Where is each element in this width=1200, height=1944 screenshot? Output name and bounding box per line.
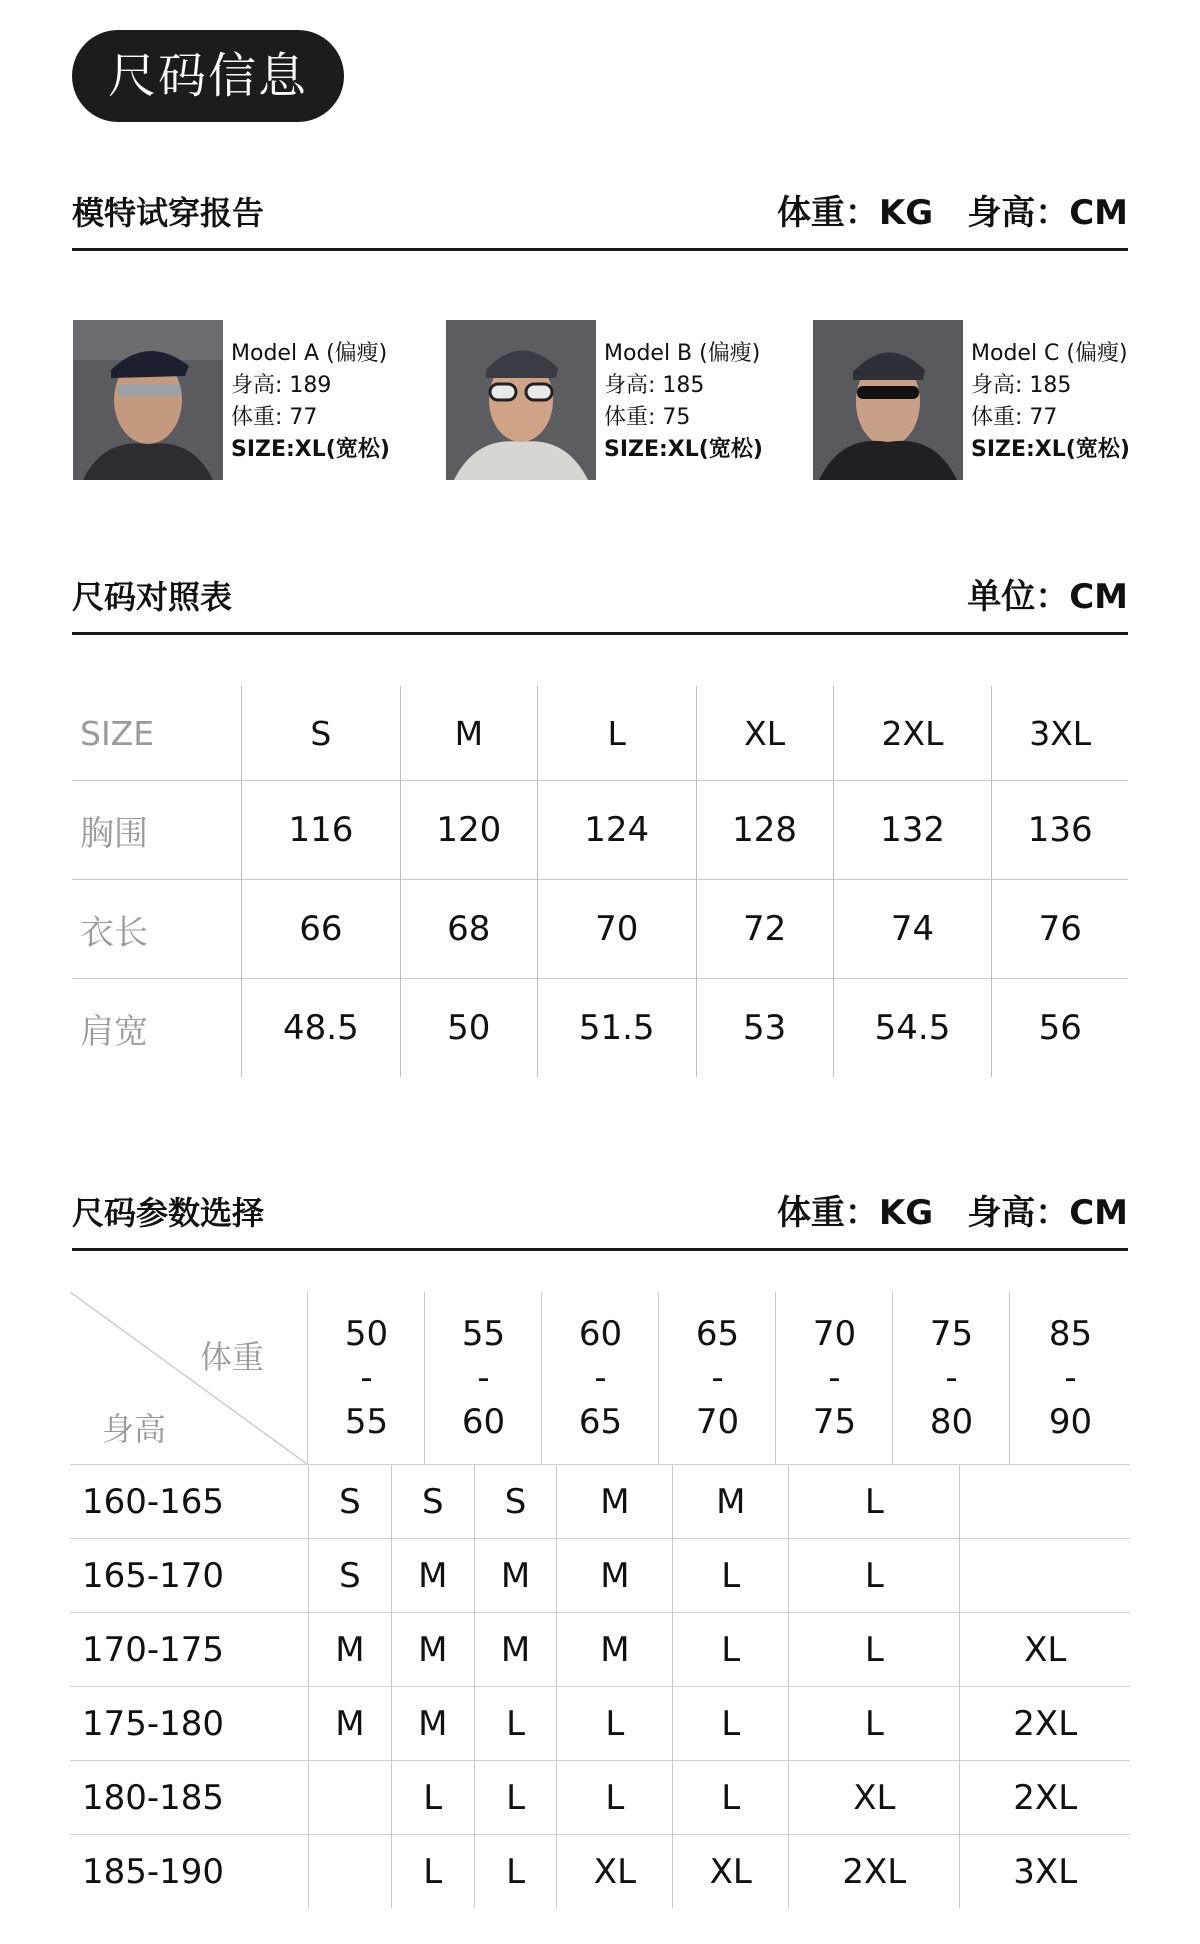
model-photo bbox=[446, 320, 596, 480]
table-cell: XL bbox=[557, 1835, 673, 1909]
model-height: 身高: 185 bbox=[604, 373, 705, 398]
size-selector-table bbox=[70, 1464, 1130, 1908]
table-cell: S bbox=[391, 1465, 474, 1539]
table-cell: M bbox=[391, 1539, 474, 1613]
fit-report-heading: 模特试穿报告 bbox=[72, 194, 265, 232]
table-cell: L bbox=[474, 1835, 557, 1909]
table-cell: 128 bbox=[696, 781, 833, 880]
table-cell: S bbox=[309, 1539, 392, 1613]
height-unit: 身高：CM bbox=[967, 1193, 1128, 1233]
unit-labels bbox=[777, 1185, 1128, 1234]
header-cell: 3XL bbox=[992, 686, 1128, 781]
weight-range-cell bbox=[1009, 1292, 1131, 1464]
range-end: 55 bbox=[344, 1402, 389, 1442]
range-end: 70 bbox=[695, 1402, 740, 1442]
model-size: SIZE:XL(宽松) bbox=[231, 437, 390, 462]
table-cell: L bbox=[673, 1761, 789, 1835]
table-cell: L bbox=[789, 1613, 960, 1687]
model-name: Model C (偏瘦) bbox=[971, 341, 1128, 366]
table-cell: M bbox=[391, 1687, 474, 1761]
unit-label bbox=[967, 569, 1128, 618]
height-range: 170-175 bbox=[70, 1613, 309, 1687]
table-cell bbox=[309, 1835, 392, 1909]
height-axis-label: 身高 bbox=[102, 1410, 167, 1448]
range-start: 70 bbox=[812, 1314, 857, 1354]
weight-unit: 体重：KG bbox=[776, 1193, 934, 1233]
table-row bbox=[72, 880, 1128, 979]
table-cell: 3XL bbox=[960, 1835, 1130, 1909]
range-dash: - bbox=[1064, 1358, 1077, 1398]
range-dash: - bbox=[945, 1358, 958, 1398]
table-cell: L bbox=[789, 1687, 960, 1761]
table-cell: L bbox=[673, 1613, 789, 1687]
table-cell: 120 bbox=[400, 781, 537, 880]
range-dash: - bbox=[828, 1358, 841, 1398]
table-cell: 2XL bbox=[960, 1687, 1130, 1761]
table-cell: 54.5 bbox=[833, 979, 992, 1078]
range-start: 85 bbox=[1048, 1314, 1093, 1354]
model-height: 身高: 185 bbox=[971, 373, 1072, 398]
range-dash: - bbox=[711, 1358, 724, 1398]
model-name: Model B (偏瘦) bbox=[604, 341, 761, 366]
weight-range-cell bbox=[658, 1292, 776, 1464]
table-cell: 56 bbox=[992, 979, 1128, 1078]
height-range: 180-185 bbox=[70, 1761, 309, 1835]
table-row bbox=[70, 1835, 1130, 1909]
table-cell: XL bbox=[789, 1761, 960, 1835]
range-dash: - bbox=[360, 1358, 373, 1398]
table-cell: L bbox=[789, 1539, 960, 1613]
table-cell: M bbox=[673, 1465, 789, 1539]
fit-report-header bbox=[72, 193, 1128, 251]
model-size: SIZE:XL(宽松) bbox=[971, 437, 1130, 462]
unit-labels bbox=[777, 185, 1128, 234]
size-chart-table bbox=[72, 686, 1128, 1077]
table-cell: 2XL bbox=[789, 1835, 960, 1909]
model-height: 身高: 189 bbox=[231, 373, 332, 398]
header-cell: L bbox=[537, 686, 696, 781]
table-cell: XL bbox=[673, 1835, 789, 1909]
table-cell: 74 bbox=[833, 880, 992, 979]
header-cell: M bbox=[400, 686, 537, 781]
range-end: 60 bbox=[461, 1402, 506, 1442]
table-cell bbox=[960, 1465, 1130, 1539]
table-cell: L bbox=[557, 1761, 673, 1835]
table-cell: M bbox=[391, 1613, 474, 1687]
table-cell: M bbox=[309, 1613, 392, 1687]
page-title: 尺码信息 bbox=[72, 30, 344, 122]
table-cell: 50 bbox=[400, 979, 537, 1078]
table-cell: XL bbox=[960, 1613, 1130, 1687]
size-selector-header bbox=[72, 1193, 1128, 1251]
table-row bbox=[70, 1687, 1130, 1761]
model-info bbox=[604, 338, 763, 466]
table-cell: 2XL bbox=[960, 1761, 1130, 1835]
range-start: 60 bbox=[578, 1314, 623, 1354]
header-cell: XL bbox=[696, 686, 833, 781]
table-cell: M bbox=[309, 1687, 392, 1761]
table-cell: M bbox=[474, 1613, 557, 1687]
range-end: 80 bbox=[929, 1402, 974, 1442]
table-row bbox=[72, 781, 1128, 880]
size-chart-header bbox=[72, 577, 1128, 635]
range-start: 50 bbox=[344, 1314, 389, 1354]
row-label: 胸围 bbox=[72, 781, 242, 880]
size-chart-heading: 尺码对照表 bbox=[72, 578, 233, 616]
table-row bbox=[70, 1465, 1130, 1539]
height-range: 185-190 bbox=[70, 1835, 309, 1909]
weight-axis-label: 体重 bbox=[200, 1338, 265, 1376]
table-row bbox=[72, 979, 1128, 1078]
table-cell: L bbox=[557, 1687, 673, 1761]
table-cell: M bbox=[474, 1539, 557, 1613]
table-cell: L bbox=[673, 1539, 789, 1613]
table-cell: 72 bbox=[696, 880, 833, 979]
table-cell: 48.5 bbox=[242, 979, 401, 1078]
header-cell: SIZE bbox=[80, 713, 155, 753]
weight-range-cell bbox=[424, 1292, 542, 1464]
table-row bbox=[70, 1539, 1130, 1613]
range-end: 75 bbox=[812, 1402, 857, 1442]
table-cell: 51.5 bbox=[537, 979, 696, 1078]
model-weight: 体重: 75 bbox=[604, 405, 691, 430]
row-label: 衣长 bbox=[72, 880, 242, 979]
weight-unit: 体重：KG bbox=[776, 193, 934, 233]
height-range: 165-170 bbox=[70, 1539, 309, 1613]
model-weight: 体重: 77 bbox=[231, 405, 318, 430]
table-cell: S bbox=[309, 1465, 392, 1539]
range-end: 65 bbox=[578, 1402, 623, 1442]
corner-cell bbox=[70, 1292, 307, 1464]
table-cell: L bbox=[474, 1687, 557, 1761]
weight-range-cell bbox=[775, 1292, 893, 1464]
range-start: 55 bbox=[461, 1314, 506, 1354]
header-cell: S bbox=[242, 686, 401, 781]
range-dash: - bbox=[594, 1358, 607, 1398]
range-dash: - bbox=[477, 1358, 490, 1398]
table-cell: 124 bbox=[537, 781, 696, 880]
table-cell: 68 bbox=[400, 880, 537, 979]
height-unit: 身高：CM bbox=[967, 193, 1128, 233]
table-cell: L bbox=[789, 1465, 960, 1539]
table-cell: 76 bbox=[992, 880, 1128, 979]
model-info bbox=[231, 338, 390, 466]
table-cell: 70 bbox=[537, 880, 696, 979]
height-range: 175-180 bbox=[70, 1687, 309, 1761]
range-start: 75 bbox=[929, 1314, 974, 1354]
table-cell: M bbox=[557, 1539, 673, 1613]
table-cell: L bbox=[673, 1687, 789, 1761]
row-label: 肩宽 bbox=[72, 979, 242, 1078]
height-range: 160-165 bbox=[70, 1465, 309, 1539]
table-cell: 116 bbox=[242, 781, 401, 880]
table-cell: L bbox=[474, 1761, 557, 1835]
weight-range-cell bbox=[541, 1292, 659, 1464]
model-name: Model A (偏瘦) bbox=[231, 341, 388, 366]
table-row bbox=[70, 1613, 1130, 1687]
model-weight: 体重: 77 bbox=[971, 405, 1058, 430]
table-cell: L bbox=[391, 1835, 474, 1909]
table-cell: M bbox=[557, 1465, 673, 1539]
table-cell: 53 bbox=[696, 979, 833, 1078]
header-cell: 2XL bbox=[833, 686, 992, 781]
weight-range-cell bbox=[892, 1292, 1010, 1464]
table-cell bbox=[960, 1539, 1130, 1613]
size-selector-heading: 尺码参数选择 bbox=[72, 1194, 265, 1232]
range-end: 90 bbox=[1048, 1402, 1093, 1442]
range-start: 65 bbox=[695, 1314, 740, 1354]
table-cell: 132 bbox=[833, 781, 992, 880]
weight-range-cell bbox=[307, 1292, 425, 1464]
table-cell: 66 bbox=[242, 880, 401, 979]
table-header-row bbox=[72, 686, 1128, 781]
model-info bbox=[971, 338, 1130, 466]
table-cell bbox=[309, 1761, 392, 1835]
table-cell: 136 bbox=[992, 781, 1128, 880]
table-cell: S bbox=[474, 1465, 557, 1539]
table-row bbox=[70, 1761, 1130, 1835]
model-photo bbox=[813, 320, 963, 480]
table-cell: M bbox=[557, 1613, 673, 1687]
cm-unit: 单位：CM bbox=[967, 577, 1128, 617]
size-selector-header-row bbox=[70, 1292, 1130, 1464]
model-size: SIZE:XL(宽松) bbox=[604, 437, 763, 462]
table-cell: L bbox=[391, 1761, 474, 1835]
model-photo bbox=[73, 320, 223, 480]
